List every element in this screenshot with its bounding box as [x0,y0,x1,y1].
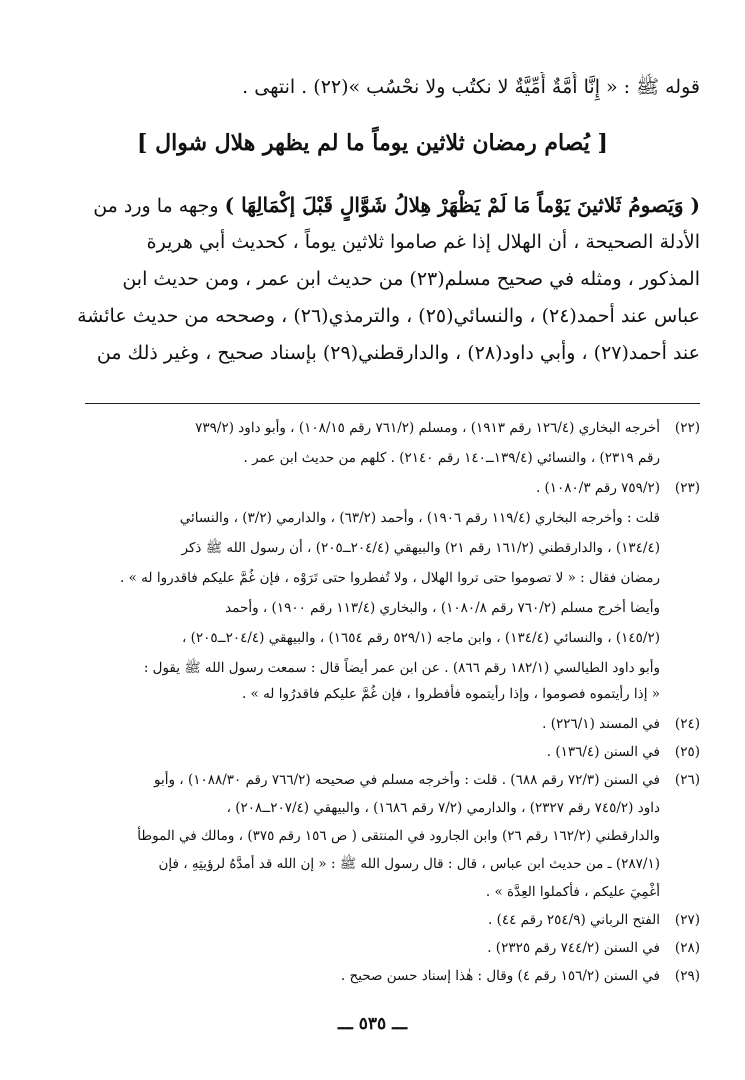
footnote-number: (٢٥) [674,744,700,760]
footnote-line [58,448,700,468]
footnote-text: (٢٨٧/١) ـ من حديث ابن عباس ، قال : قال رسول الله ﷺ : « إن الله قد أمدَّهُ لرؤيتِهِ ، فإن [158,856,660,872]
body-line [60,227,700,257]
commentary-text: وجهه ما ورد من [93,195,225,217]
footnote-text: (١٤٥/٢) ، والنسائي (١٣٤/٤) ، وابن ماجه (٥٢٩/١ رقم ١٦٥٤) ، والبيهقي (٢٠٤/٤ــ٢٠٥) ، [182,630,660,646]
footnote-line [58,658,700,678]
footnote-line [58,418,700,438]
footnote-line [58,770,700,790]
footnote-line [58,854,700,874]
footnote-text: (٧٥٩/٢ رقم ١٠٨٠/٣) . [535,480,660,496]
footnote-text: في المسند (٢٢٦/١) . [542,716,660,732]
footnote-text: في السنن (٧٢/٣ رقم ٦٨٨) . قلت : وأخرجه مسلم في صحيحه (٧٦٦/٢ رقم ١٠٨٨/٣٠) ، وأبو [154,772,660,788]
footnote-text: وأبو داود الطيالسي (١٨٢/١ رقم ٨٦٦) . عن ابن عمر أيضاً قال : سمعت رسول الله ﷺ يقول : [143,660,660,676]
footnote-number: (٢٩) [674,968,700,984]
footnote-number: (٢٧) [674,912,700,928]
footnote-number: (٢٤) [674,716,700,732]
footnote-number: (٢٦) [674,772,700,788]
footnote-text: رمضان فقال : « لا تصوموا حتى تروا الهلال ، ولا تُفطروا حتى تَرَوْه ، فإن غُمَّ عليكم فاقدروا له » . [120,570,660,586]
footnote-text: أخرجه البخاري (١٢٦/٤ رقم ١٩١٣) ، ومسلم (٧٦١/٢ رقم ١٠٨/١٥) ، وأبو داود (٧٣٩/٢ [195,420,660,436]
footnote-line [58,478,700,498]
page-number: ـــ ٥٣٥ ـــ [337,1014,408,1034]
footnote-line [58,798,700,818]
footnote-text: أُغْمِيَ عليكم ، فأكملوا العِدَّة » . [485,884,660,900]
section-heading: [ يُصام رمضان ثلاثين يوماً ما لم يظهر هلال شوال ] [137,130,608,156]
quoted-hadith-line: قوله ﷺ : « إِنَّا أُمَّةٌ أُمِّيَّةٌ لا نكتُب ولا نحْسُب »(٢٢) . انتهى . [242,76,700,98]
footnote-line [58,538,700,558]
footnote-line [58,882,700,902]
footnote-text: والدارقطني (١٦٢/٢ رقم ٢٦) وابن الجارود في المنتقى ( ص ١٥٦ رقم ٣٧٥) ، ومالك في الموطأ [137,828,660,844]
body-line [60,190,700,221]
footnote-line [58,714,700,734]
footnote-text: قلت : وأخرجه البخاري (١١٩/٤ رقم ١٩٠٦) ، وأحمد (٦٣/٢) ، والدارمي (٣/٢) ، والنسائي [179,510,660,526]
footnote-line [58,938,700,958]
footnote-number: (٢٣) [674,480,700,496]
footnote-text: في السنن (١٥٦/٢ رقم ٤) وقال : هٰذا إسناد حسن صحيح . [340,968,660,984]
body-line [60,301,700,331]
footnote-text: وأيضا أخرج مسلم (٧٦٠/٢ رقم ١٠٨٠/٨) ، والبخاري (١١٣/٤ رقم ١٩٠٠) ، وأحمد [225,600,660,616]
footnote-line [58,826,700,846]
footnote-text: « إذا رأيتموه فصوموا ، وإذا رأيتموه فأفطروا ، فإن غُمَّ عليكم فاقدرُوا له » . [241,686,660,702]
footnote-number: (٢٢) [674,420,700,436]
footnote-line [58,966,700,986]
footnote-text: في السنن (١٣٦/٤) . [546,744,660,760]
footnote-line [58,628,700,648]
commentary-text: عباس عند أحمد(٢٤) ، والنسائي(٢٥) ، والترمذي(٢٦) ، وصححه من حديث عائشة [77,305,700,327]
footnote-separator [85,403,700,404]
footnote-line [58,568,700,588]
footnote-text: داود (٧٤٥/٢ رقم ٢٣٢٧) ، والدارمي (٧/٢ رقم ١٦٨٦) ، والبيهقي (٢٠٧/٤ــ٢٠٨) ، [226,800,660,816]
footnote-line [58,742,700,762]
matn-text: ( وَيَصومُ ثَلاثينَ يَوْماً مَا لَمْ يَظْهَرْ هِلالُ شَوَّالٍ قَبْلَ إكْمَالِهَا ) [224,193,700,217]
footnote-line [58,598,700,618]
footnote-number: (٢٨) [674,940,700,956]
footnote-line [58,684,700,704]
footnote-text: رقم ٢٣١٩) ، والنسائي (١٣٩/٤ــ١٤٠ رقم ٢١٤٠) . كلهم من حديث ابن عمر . [243,450,660,466]
commentary-text: الأدلة الصحيحة ، أن الهلال إذا غم صاموا ثلاثين يوماً ، كحديث أبي هريرة [146,231,700,253]
footnote-line [58,910,700,930]
commentary-text: عند أحمد(٢٧) ، وأبي داود(٢٨) ، والدارقطني(٢٩) بإسناد صحيح ، وغير ذلك من [96,342,700,364]
footnote-text: الفتح الرباني (٢٥٤/٩ رقم ٤٤) . [487,912,660,928]
body-line [60,338,700,368]
commentary-text: المذكور ، ومثله في صحيح مسلم(٢٣) من حديث ابن عمر ، ومن حديث ابن [122,268,700,290]
footnote-line [58,508,700,528]
footnote-text: (١٣٤/٤) ، والدارقطني (١٦١/٢ رقم ٢١) والبيهقي (٢٠٤/٤ــ٢٠٥) ، أن رسول الله ﷺ ذكر [181,540,660,556]
body-line [60,264,700,294]
footnote-text: في السنن (٧٤٤/٢ رقم ٢٣٢٥) . [487,940,660,956]
